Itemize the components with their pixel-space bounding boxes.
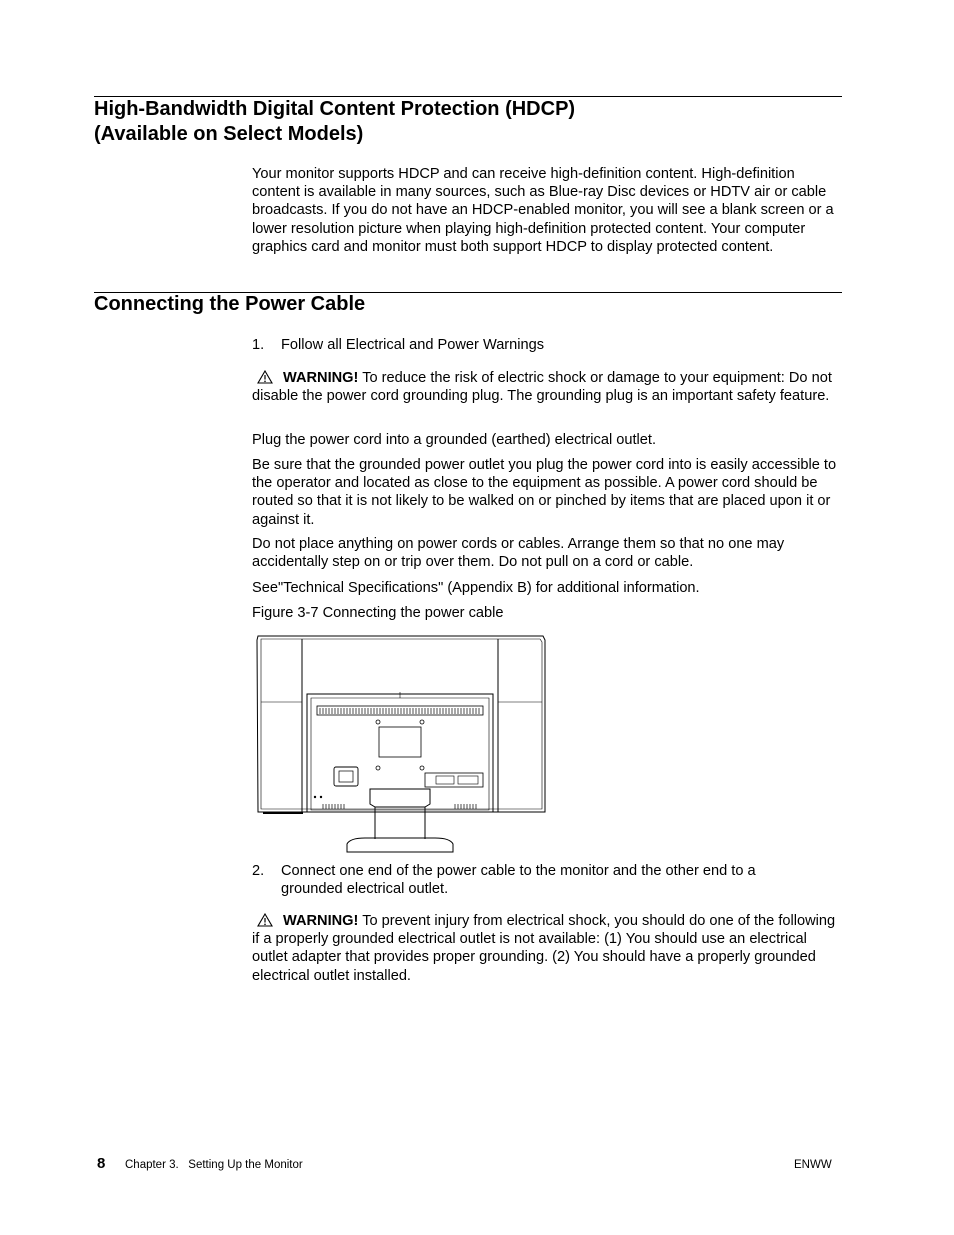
- heading-hdcp-line2: (Available on Select Models): [94, 123, 364, 145]
- page-number: 8: [97, 1155, 106, 1172]
- power-para3: Do not place anything on power cords or cables. Arrange them so that no one may accidentally step on or trip over them. Do not pull on a cord or cable.: [252, 536, 785, 571]
- power-para1: Plug the power cord into a grounded (earthed) electrical outlet.: [252, 432, 657, 448]
- step2-text: Connect one end of the power cable to the monitor and the other end to a grounded electrical outlet.: [281, 863, 756, 898]
- power-para2: Be sure that the grounded power outlet you plug the power cord into is easily accessible to the operator and located as close to the equipment as possible. A power cord should be routed so that it is not likely to be walked on or pinched by items that are placed upon it or against it.: [252, 457, 837, 528]
- warning-triangle-icon: [257, 913, 273, 927]
- footer-enww: ENWW: [794, 1159, 832, 1171]
- warning1-label: WARNING!: [283, 370, 359, 386]
- heading-hdcp-line1: High-Bandwidth Digital Content Protection (HDCP): [94, 98, 576, 120]
- hdcp-body: Your monitor supports HDCP and can receive high-definition content. High-definition content is available in many sources, such as Blue-ray Disc devices or HDTV air or cable broadcasts. If you do not have an HDCP-enabled monitor, you will see a blank screen or a lower resolution picture when playing high-definition protected content. Your computer graphics card and monitor must both support HDCP to display protected content.: [252, 166, 834, 255]
- step1-text: Follow all Electrical and Power Warnings: [281, 337, 545, 353]
- warning1: [252, 369, 844, 405]
- step2-number: 2.: [252, 863, 265, 879]
- warning2: [252, 912, 844, 985]
- figure-caption: Figure 3-7 Connecting the power cable: [252, 605, 504, 621]
- warning2-text: To prevent injury from electrical shock, you should do one of the following if a properly grounded electrical outlet is not available: (1) You should use an electrical outlet adapter that provides proper grounding. (2) You should have a properly grounded electrical outlet installed.: [252, 913, 836, 984]
- warning-triangle-icon: [257, 370, 273, 384]
- footer-chapter: Chapter 3. Setting Up the Monitor: [125, 1159, 303, 1171]
- step1-number: 1.: [252, 337, 265, 353]
- heading-power-cable: Connecting the Power Cable: [94, 293, 366, 315]
- warning2-label: WARNING!: [283, 913, 359, 929]
- heading-hdcp: [94, 97, 575, 147]
- warning1-text: To reduce the risk of electric shock or damage to your equipment: Do not disable the power cord grounding plug. The grounding plug is an important safety feature.: [252, 370, 832, 405]
- monitor-rear-illustration: [255, 634, 546, 854]
- power-para4: See"Technical Specifications" (Appendix B) for additional information.: [252, 580, 700, 596]
